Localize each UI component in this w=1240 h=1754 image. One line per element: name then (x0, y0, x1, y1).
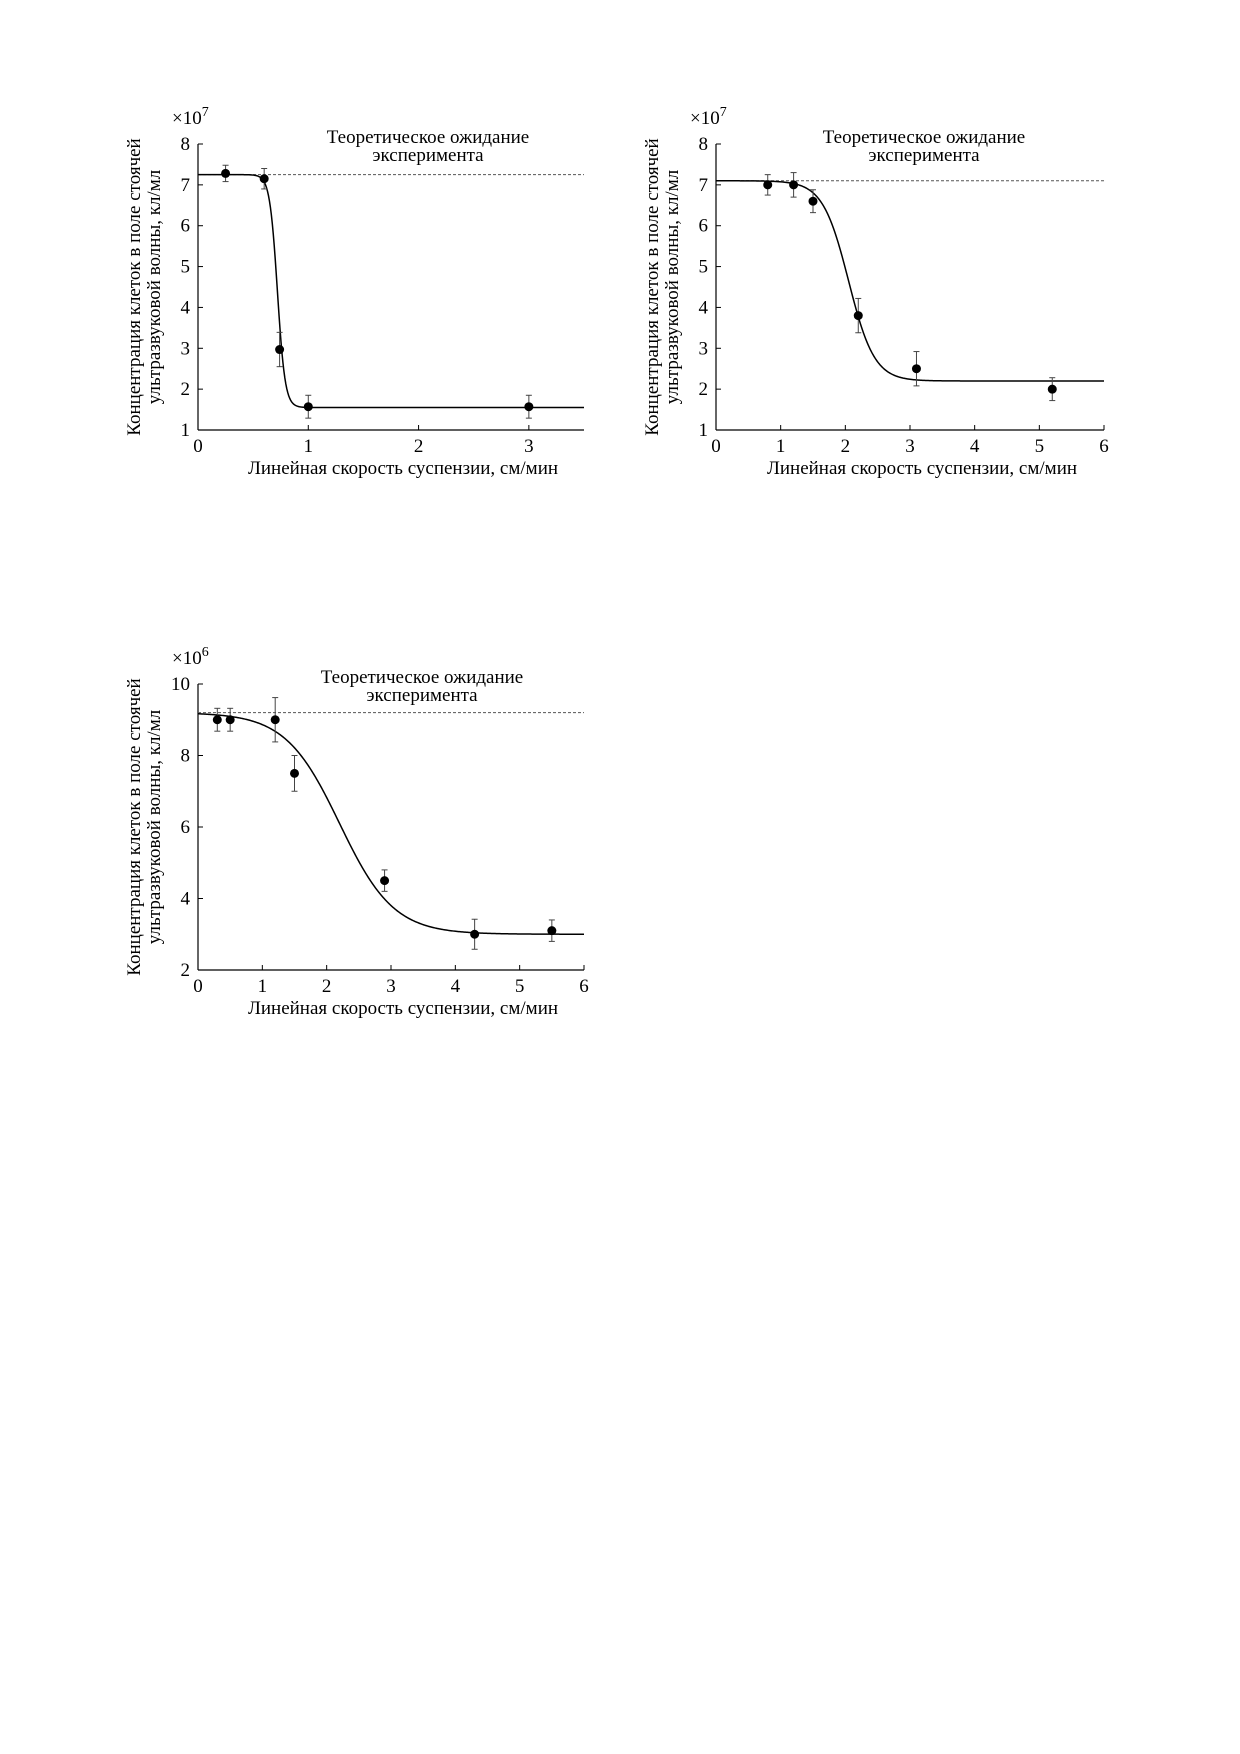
data-point (226, 715, 235, 724)
data-point (213, 715, 222, 724)
y-tick-label: 7 (180, 174, 190, 196)
x-axis-label: Линейная скорость суспензии, см/мин (247, 458, 559, 479)
data-point (912, 364, 921, 373)
data-point (380, 876, 389, 885)
y-tick-label: 1 (180, 420, 190, 441)
y-tick-label: 8 (180, 134, 190, 155)
data-point (1048, 385, 1057, 394)
data-point (547, 926, 556, 935)
x-tick-label: 3 (386, 976, 396, 997)
x-tick-label: 1 (257, 976, 268, 997)
fit-curve (716, 181, 1104, 381)
fit-curve (198, 175, 584, 408)
axis-multiplier: $\times 10^7$ (172, 105, 209, 129)
x-tick-label: 1 (303, 436, 314, 457)
x-axis-label: Линейная скорость суспензии, см/мин (247, 998, 559, 1019)
y-tick-label: 6 (180, 817, 190, 838)
x-tick-label: 3 (905, 436, 915, 457)
y-tick-label: 10 (171, 674, 190, 695)
axis-multiplier: $\times 10^7$ (690, 105, 727, 129)
annotation-line1: Теоретическое ожидание (320, 667, 524, 688)
annotation-line1: Теоретическое ожидание (822, 127, 1026, 148)
x-tick-label: 2 (321, 976, 332, 997)
annotation-line1: Теоретическое ожидание (326, 127, 530, 148)
data-point (524, 402, 533, 411)
y-tick-label: 2 (698, 379, 708, 401)
y-tick-label: 4 (698, 297, 708, 319)
data-point (221, 169, 230, 178)
chart-3 (110, 640, 610, 1040)
y-tick-label: 3 (698, 338, 708, 360)
data-point (854, 311, 863, 320)
data-point (809, 197, 818, 206)
annotation-line2: эксперимента (868, 145, 980, 166)
y-axis-label-line2: ультразвуковой волны, кл/мл (662, 169, 683, 405)
x-tick-label: 0 (193, 976, 203, 997)
data-point (789, 180, 798, 189)
y-tick-label: 5 (698, 256, 708, 278)
y-axis-label-line1: Концентрация клеток в поле стоячей (642, 138, 663, 436)
annotation-line2: эксперимента (366, 685, 478, 706)
y-tick-label: 6 (698, 215, 708, 237)
chart-2 (642, 100, 1150, 500)
y-tick-label: 5 (180, 256, 190, 278)
y-tick-label: 3 (180, 338, 190, 360)
y-tick-label: 8 (698, 134, 708, 155)
data-point (304, 402, 313, 411)
y-axis-label-line1: Концентрация клеток в поле стоячей (124, 678, 145, 976)
axis-multiplier: $\times 10^6$ (172, 645, 209, 669)
y-axis-label-line2: ультразвуковой волны, кл/мл (144, 169, 165, 405)
y-tick-label: 2 (180, 960, 190, 981)
x-tick-label: 0 (711, 436, 721, 457)
data-point (275, 345, 284, 354)
y-axis-label-line2: ультразвуковой волны, кл/мл (144, 709, 165, 945)
x-axis-label: Линейная скорость суспензии, см/мин (766, 458, 1078, 479)
y-tick-label: 4 (180, 297, 190, 319)
x-tick-label: 5 (1034, 436, 1045, 457)
y-tick-label: 6 (180, 215, 190, 237)
chart-1 (110, 100, 610, 500)
x-tick-label: 0 (193, 436, 203, 457)
data-point (260, 174, 269, 183)
y-tick-label: 1 (698, 420, 708, 441)
x-tick-label: 2 (840, 436, 851, 457)
x-tick-label: 4 (969, 436, 980, 457)
y-axis-label-line1: Концентрация клеток в поле стоячей (124, 138, 145, 436)
x-tick-label: 3 (524, 436, 534, 457)
annotation-line2: эксперимента (372, 145, 484, 166)
x-tick-label: 1 (775, 436, 786, 457)
y-tick-label: 2 (180, 379, 190, 401)
fit-curve (198, 714, 584, 934)
data-point (271, 715, 280, 724)
x-tick-label: 2 (413, 436, 424, 457)
x-tick-label: 5 (514, 976, 525, 997)
data-point (763, 180, 772, 189)
y-tick-label: 4 (180, 888, 190, 910)
x-tick-label: 6 (579, 976, 589, 997)
data-point (470, 930, 479, 939)
y-tick-label: 8 (180, 745, 190, 767)
x-tick-label: 4 (450, 976, 461, 997)
x-tick-label: 6 (1099, 436, 1109, 457)
y-tick-label: 7 (698, 174, 708, 196)
data-point (290, 769, 299, 778)
